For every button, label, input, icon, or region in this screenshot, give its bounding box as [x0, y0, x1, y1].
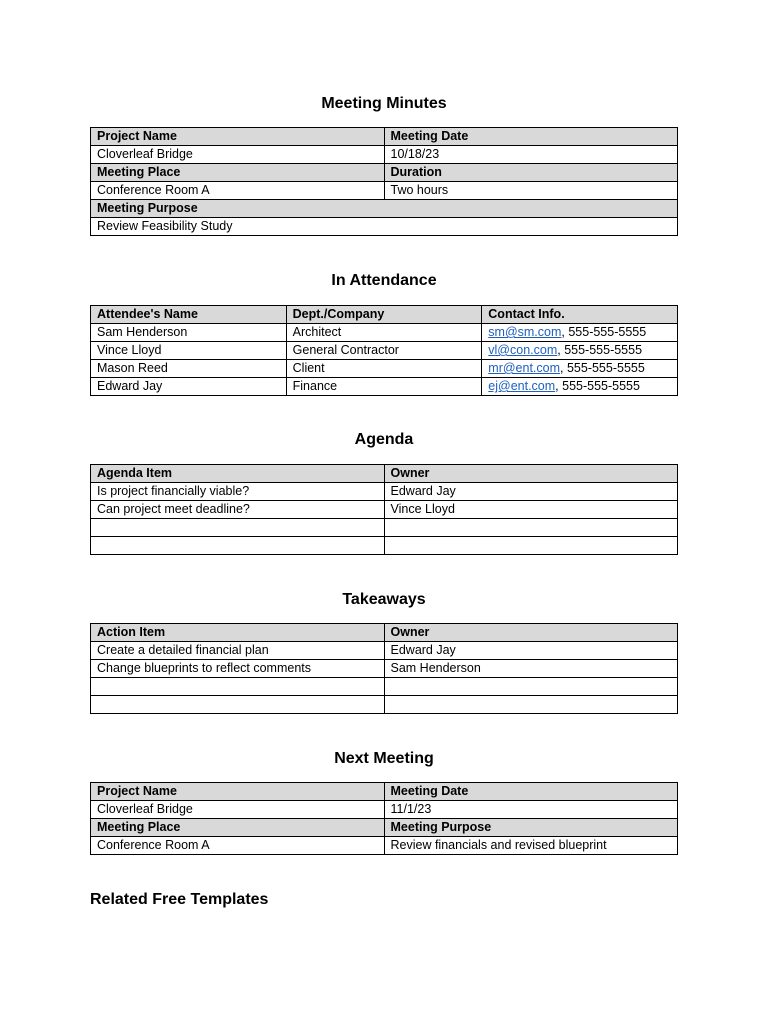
- project-name-value: Cloverleaf Bridge: [91, 801, 385, 819]
- table-row: [91, 218, 678, 236]
- next-meeting-table: [90, 782, 678, 855]
- agenda-owner: Vince Lloyd: [384, 501, 678, 519]
- agenda-item: [91, 519, 385, 537]
- table-row: [91, 660, 678, 678]
- phone-number: , 555-555-5555: [560, 361, 645, 375]
- project-name-label: Project Name: [91, 128, 385, 146]
- email-link[interactable]: ej@ent.com: [488, 379, 556, 393]
- table-row: [91, 537, 678, 555]
- table-header-row: [91, 624, 678, 642]
- table-row: [91, 182, 678, 200]
- table-row: [91, 146, 678, 164]
- attendance-title: In Attendance: [331, 272, 437, 289]
- attendee-name: Edward Jay: [91, 378, 287, 396]
- agenda-title: Agenda: [354, 431, 414, 448]
- attendee-dept: General Contractor: [286, 342, 482, 360]
- meeting-purpose-label: Meeting Purpose: [384, 819, 678, 837]
- table-row: [91, 128, 678, 146]
- meeting-purpose-value: Review financials and revised blueprint: [384, 837, 678, 855]
- agenda-item: [91, 537, 385, 555]
- action-item: Change blueprints to reflect comments: [91, 660, 385, 678]
- project-name-value: Cloverleaf Bridge: [91, 146, 385, 164]
- empty-cell: [384, 200, 678, 218]
- action-owner: Edward Jay: [384, 642, 678, 660]
- phone-number: , 555-555-5555: [561, 325, 647, 339]
- attendee-contact: [482, 360, 678, 378]
- column-header: Contact Info.: [482, 306, 678, 324]
- attendee-dept: Finance: [286, 378, 482, 396]
- action-item: [91, 678, 385, 696]
- action-owner: [384, 678, 678, 696]
- meeting-date-label: Meeting Date: [384, 783, 678, 801]
- meeting-place-value: Conference Room A: [91, 837, 385, 855]
- table-row: [91, 501, 678, 519]
- table-row: [91, 801, 678, 819]
- action-owner: [384, 696, 678, 714]
- attendee-dept: Architect: [286, 324, 482, 342]
- attendee-contact: [482, 342, 678, 360]
- meeting-minutes-table: [90, 127, 678, 236]
- attendee-name: Sam Henderson: [91, 324, 287, 342]
- meeting-minutes-title: Meeting Minutes: [321, 95, 447, 112]
- attendance-table: [90, 305, 678, 396]
- agenda-table: [90, 464, 678, 555]
- table-row: [91, 642, 678, 660]
- meeting-place-label: Meeting Place: [91, 819, 385, 837]
- table-row: [91, 200, 678, 218]
- table-row: [91, 783, 678, 801]
- agenda-owner: [384, 537, 678, 555]
- attendee-name: Vince Lloyd: [91, 342, 287, 360]
- phone-number: , 555-555-5555: [555, 379, 640, 393]
- attendee-contact: [482, 378, 678, 396]
- table-row: [91, 519, 678, 537]
- meeting-date-value: 11/1/23: [384, 801, 678, 819]
- table-header-row: [91, 465, 678, 483]
- column-header: Agenda Item: [91, 465, 385, 483]
- column-header: Attendee's Name: [91, 306, 287, 324]
- table-row: [91, 342, 678, 360]
- agenda-item: Is project financially viable?: [91, 483, 385, 501]
- column-header: Owner: [384, 624, 678, 642]
- column-header: Dept./Company: [286, 306, 482, 324]
- agenda-owner: [384, 519, 678, 537]
- table-row: [91, 696, 678, 714]
- table-row: [91, 819, 678, 837]
- action-item: Create a detailed financial plan: [91, 642, 385, 660]
- meeting-date-label: Meeting Date: [384, 128, 678, 146]
- meeting-purpose-value: Review Feasibility Study: [91, 218, 678, 236]
- project-name-label: Project Name: [91, 783, 385, 801]
- meeting-purpose-label: Meeting Purpose: [91, 200, 385, 218]
- action-owner: Sam Henderson: [384, 660, 678, 678]
- table-row: [91, 678, 678, 696]
- agenda-item: Can project meet deadline?: [91, 501, 385, 519]
- email-link[interactable]: sm@sm.com: [488, 325, 562, 339]
- table-row: [91, 324, 678, 342]
- meeting-place-label: Meeting Place: [91, 164, 385, 182]
- table-header-row: [91, 306, 678, 324]
- meeting-date-value: 10/18/23: [384, 146, 678, 164]
- next-meeting-title: Next Meeting: [334, 750, 434, 767]
- table-row: [91, 164, 678, 182]
- meeting-place-value: Conference Room A: [91, 182, 385, 200]
- attendee-dept: Client: [286, 360, 482, 378]
- table-row: [91, 378, 678, 396]
- table-row: [91, 837, 678, 855]
- duration-label: Duration: [384, 164, 678, 182]
- email-link[interactable]: vl@con.com: [488, 343, 558, 357]
- attendee-contact: [482, 324, 678, 342]
- column-header: Action Item: [91, 624, 385, 642]
- takeaways-title: Takeaways: [342, 591, 426, 608]
- table-row: [91, 360, 678, 378]
- agenda-owner: Edward Jay: [384, 483, 678, 501]
- action-item: [91, 696, 385, 714]
- table-row: [91, 483, 678, 501]
- takeaways-table: [90, 623, 678, 714]
- column-header: Owner: [384, 465, 678, 483]
- email-link[interactable]: mr@ent.com: [488, 361, 561, 375]
- attendee-name: Mason Reed: [91, 360, 287, 378]
- duration-value: Two hours: [384, 182, 678, 200]
- related-templates-heading: Related Free Templates: [90, 891, 269, 908]
- phone-number: , 555-555-5555: [557, 343, 643, 357]
